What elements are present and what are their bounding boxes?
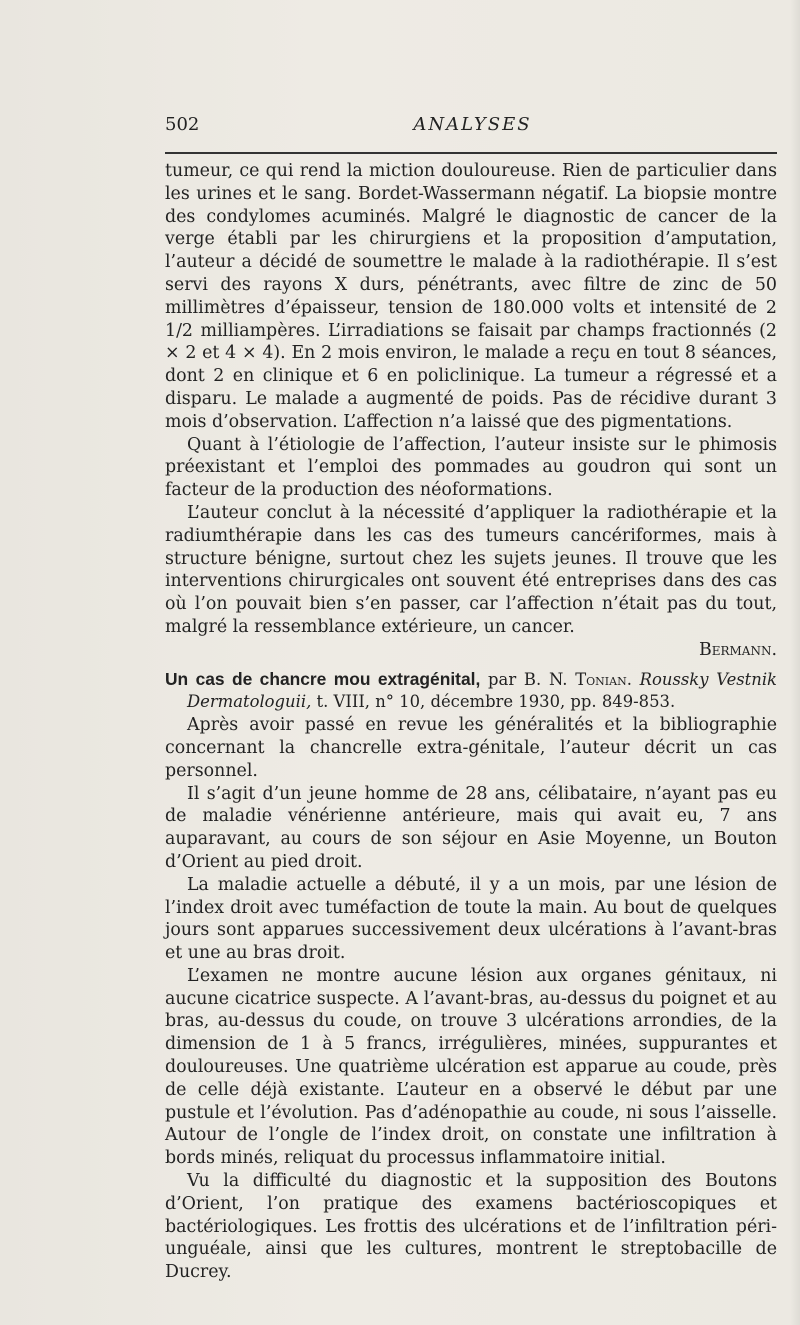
header-rule [165, 152, 777, 154]
paragraph-diagnosis: Vu la difficulté du diagnostic et la supposition des Boutons d’Orient, l’on pratique des examens bactérioscopiques et bactériologiques. Les frottis des ulcérations et de l’infiltration péri-unguéale, ainsi que les cultures, montrent le streptobacille de Ducrey. [165, 1171, 777, 1283]
paragraph-examination: L’examen ne montre aucune lésion aux organes génitaux, ni aucune cicatrice suspecte. A l’avant-bras, au-dessus du poignet et au bras, au-dessus du coude, on trouve 3 ulcérations arrondies, de la dimension de 1 à 5 francs, irrégulières, minées, suppurantes et douloureuses. Une quatrième ulcération est apparue au coude, près de celle déjà existante. L’auteur en a observé le début par une pustule et l’évolution. Pas d’adénopathie au coude, ni sous l’aisselle. Autour de l’ongle de l’index droit, on constate une infiltration à bords minés, reliquat du processus inflammatoire initial. [165, 965, 777, 1169]
running-title: ANALYSES [413, 114, 532, 135]
paragraph-intro: Après avoir passé en revue les généralités et la bibliographie concernant la chancrelle extra-génitale, l’auteur décrit un cas personnel. [165, 715, 777, 781]
article-heading [165, 668, 777, 715]
article-citation: t. VIII, n° 10, décembre 1930, pp. 849-853. [311, 692, 676, 712]
article-title: Un cas de chancre mou extragénital, [165, 668, 481, 689]
paragraph-onset: La maladie actuelle a débuté, il y a un mois, par une lésion de l’index droit avec tuméfaction de toute la main. Au bout de quelques jours sont apparues successivement deux ulcérations à l’avant-bras et une au bras droit. [165, 874, 777, 964]
article-by: par B. N. [480, 669, 576, 689]
paragraph-etiology: Quant à l’étiologie de l’affection, l’auteur insiste sur le phimosis préexistant et l’emploi des pommades au goudron qui sont un facteur de la production des néoformations. [165, 434, 777, 501]
paragraph-conclusion: L’auteur conclut à la nécessité d’appliquer la radiothérapie et la radiumthérapie dans les cas des tumeurs cancériformes, mais à structure bénigne, surtout chez les sujets jeunes. Il trouve que les interventions chirurgicales ont souvent été entreprises dans des cas où l’on pouvait bien s’en passer, car l’affection n’était pas du tout, malgré la ressemblance extérieure, un cancer. [165, 502, 777, 637]
article-journal: Roussky Vestnik Dermatologuii, [187, 669, 777, 712]
page-edge-shadow [790, 0, 800, 1325]
paragraph-continuation: tumeur, ce qui rend la miction douloureuse. Rien de particulier dans les urines et le sang. Bordet-Wassermann négatif. La biopsie montre des condylomes acuminés. Malgré le diagnostic de cancer de la verge établi par les chirurgiens et la proposition d’amputation, l’auteur a décidé de soumettre le malade à la radiothérapie. Il s’est servi des rayons X durs, pénétrants, avec filtre de zinc de 50 millimètres d’épaisseur, tension de 180.000 volts et intensité de 2 1/2 milliampères. L’irradiations se faisait par champs fractionnés (2 × 2 et 4 × 4). En 2 mois environ, le malade a reçu en tout 8 séances, dont 2 en clinique et 6 en policlinique. La tumeur a régressé et a disparu. Le malade a augmenté de poids. Pas de récidive durant 3 mois d’observation. L’affection n’a laissé que des pigmentations. [165, 161, 777, 432]
article-author: Tonian. [575, 669, 632, 689]
reviewer-signature: Bermann. [698, 639, 777, 660]
body-text [165, 160, 777, 1284]
page-number: 502 [165, 114, 200, 135]
paragraph-patient: Il s’agit d’un jeune homme de 28 ans, célibataire, n’ayant pas eu de maladie vénérienne antérieure, mais qui avait eu, 7 ans auparavant, au cours de son séjour en Asie Moyenne, un Bouton d’Orient au pied droit. [165, 783, 777, 872]
page-header [165, 114, 780, 140]
